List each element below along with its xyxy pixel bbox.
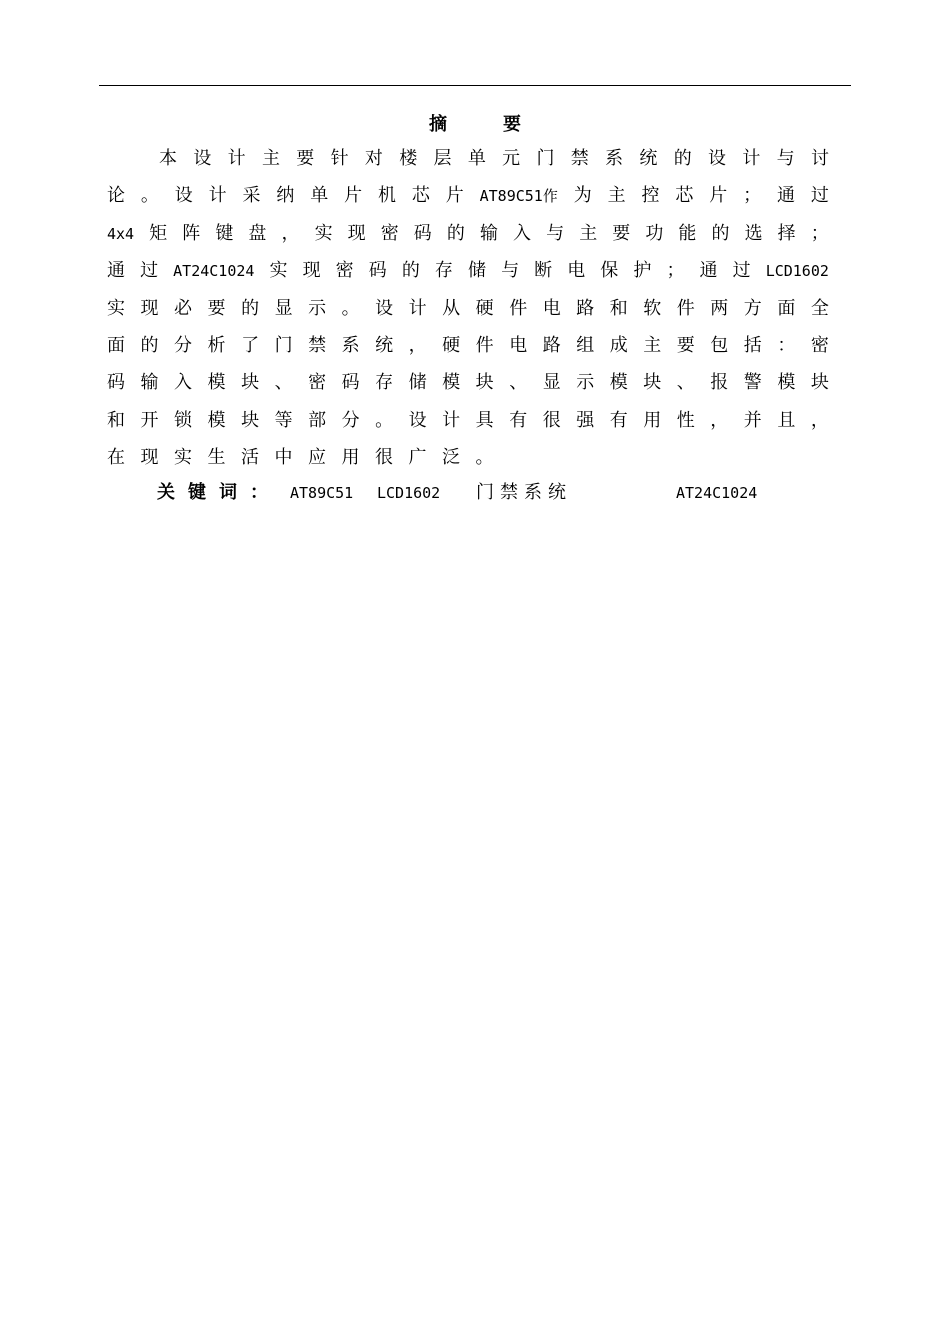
abstract-token: 强 <box>576 409 595 431</box>
abstract-token: 主 <box>261 148 280 169</box>
abstract-token: 断 <box>534 260 553 282</box>
abstract-token: 现 <box>140 297 159 319</box>
abstract-token: ， <box>281 222 300 244</box>
abstract-token: 性 <box>676 409 695 431</box>
abstract-token: 了 <box>241 334 260 356</box>
abstract-token: 示 <box>576 372 595 394</box>
abstract-token: 、 <box>509 372 528 394</box>
abstract-token: 实 <box>107 297 125 319</box>
abstract-token: 面 <box>777 297 796 319</box>
abstract-token: 码 <box>107 372 125 394</box>
abstract-token: 密 <box>380 222 399 244</box>
abstract-token: 的 <box>140 334 159 356</box>
abstract-token: 活 <box>241 447 259 469</box>
abstract-token: 码 <box>413 222 432 244</box>
abstract-token: 输 <box>140 372 159 394</box>
abstract-token: 能 <box>678 222 697 244</box>
abstract-token: 实 <box>314 222 333 244</box>
abstract-token: 键 <box>215 222 234 244</box>
abstract-token: 过 <box>732 260 751 282</box>
abstract-token: 统 <box>639 148 658 169</box>
abstract-token: 块 <box>810 372 829 394</box>
abstract-token: 入 <box>513 222 532 244</box>
abstract-token: 芯 <box>675 185 694 207</box>
abstract-token: 分 <box>341 409 360 431</box>
abstract-token: 单 <box>310 185 329 207</box>
abstract-token: 现 <box>302 260 321 282</box>
abstract-token: 括 <box>743 334 762 356</box>
abstract-token: 片 <box>445 185 464 207</box>
abstract-token: 软 <box>643 297 662 319</box>
abstract-token: 块 <box>241 372 260 394</box>
abstract-token: 矩 <box>149 222 168 244</box>
abstract-token: 设 <box>708 148 726 169</box>
abstract-token: 广 <box>408 447 427 469</box>
abstract-token: ， <box>810 409 829 431</box>
abstract-token: 泛 <box>442 447 460 469</box>
abstract-token: 块 <box>241 409 260 431</box>
abstract-token: 择 <box>777 222 796 244</box>
abstract-token: 块 <box>475 372 494 394</box>
header-rule <box>99 85 851 86</box>
abstract-token: 对 <box>364 148 383 169</box>
abstract-token: 为 <box>573 185 592 207</box>
abstract-line <box>107 334 829 371</box>
abstract-token: 楼 <box>399 148 418 169</box>
abstract-token: 护 <box>633 260 652 282</box>
abstract-token: 计 <box>742 148 761 169</box>
abstract-token: 用 <box>341 447 360 469</box>
abstract-token: 选 <box>744 222 763 244</box>
keyword-item: AT89C51 <box>290 484 354 502</box>
abstract-token: 单 <box>467 148 486 169</box>
abstract-token: 有 <box>509 409 528 431</box>
abstract-token: 析 <box>207 334 226 356</box>
abstract-token: 片 <box>709 185 728 207</box>
abstract-token: 锁 <box>174 409 193 431</box>
abstract-token: 片 <box>344 185 363 207</box>
abstract-token: 中 <box>274 447 293 469</box>
abstract-token: LCD1602 <box>765 262 829 281</box>
abstract-token: 设 <box>375 297 394 319</box>
abstract-token: 讨 <box>810 148 829 169</box>
abstract-token: ； <box>743 185 762 207</box>
abstract-token: 件 <box>676 297 695 319</box>
abstract-token: 输 <box>479 222 498 244</box>
abstract-token: 模 <box>609 372 628 394</box>
abstract-token: 电 <box>567 260 586 282</box>
keyword-item: 门禁系统 <box>476 482 572 503</box>
abstract-token: 用 <box>643 409 662 431</box>
abstract-token: 针 <box>330 148 349 169</box>
abstract-token: 两 <box>710 297 729 319</box>
abstract-token: 本 <box>159 148 177 169</box>
abstract-token: 、 <box>676 372 695 394</box>
abstract-token: 。 <box>475 447 494 469</box>
abstract-token: 主 <box>579 222 598 244</box>
abstract-token: 组 <box>576 334 595 356</box>
abstract-token: ； <box>666 260 685 282</box>
abstract-token: 分 <box>174 334 193 356</box>
abstract-token: 。 <box>375 409 394 431</box>
abstract-token: 包 <box>710 334 729 356</box>
abstract-token: 电 <box>509 334 528 356</box>
abstract-token: 件 <box>475 334 494 356</box>
abstract-token: 与 <box>501 260 520 282</box>
abstract-token: 部 <box>308 409 327 431</box>
abstract-token: 、 <box>274 372 293 394</box>
abstract-token: 系 <box>341 334 360 356</box>
abstract-token: 成 <box>609 334 628 356</box>
abstract-token: 路 <box>542 334 561 356</box>
abstract-token: 统 <box>375 334 394 356</box>
abstract-token: 开 <box>140 409 159 431</box>
abstract-token: 纳 <box>276 185 295 207</box>
abstract-token: 从 <box>442 297 461 319</box>
abstract-token: 存 <box>434 260 453 282</box>
abstract-token: 存 <box>375 372 394 394</box>
abstract-token: 有 <box>609 409 628 431</box>
abstract-token: 禁 <box>570 148 589 169</box>
abstract-token: 必 <box>174 297 193 319</box>
abstract-token: 报 <box>710 372 729 394</box>
abstract-token: 要 <box>296 148 315 169</box>
abstract-token: 层 <box>433 148 452 169</box>
abstract-token: 全 <box>810 297 829 319</box>
abstract-token: 与 <box>546 222 565 244</box>
keyword-item: AT24C1024 <box>676 484 758 502</box>
abstract-token: 电 <box>542 297 561 319</box>
abstract-token: 主 <box>643 334 662 356</box>
abstract-token: 具 <box>475 409 494 431</box>
abstract-line <box>107 409 829 446</box>
abstract-token: AT89C51作 <box>479 187 558 206</box>
abstract-token: 密 <box>810 334 829 356</box>
abstract-token: ， <box>408 334 427 356</box>
abstract-token: 过 <box>810 185 829 207</box>
abstract-token: AT24C1024 <box>173 262 255 281</box>
abstract-line <box>107 184 829 221</box>
abstract-token: 的 <box>241 297 260 319</box>
abstract-token: 计 <box>227 148 246 169</box>
abstract-token: 储 <box>467 260 486 282</box>
abstract-token: 的 <box>401 260 420 282</box>
abstract-token: 码 <box>368 260 387 282</box>
abstract-token: 和 <box>107 409 125 431</box>
abstract-token: 控 <box>641 185 660 207</box>
keywords-line <box>157 481 758 505</box>
abstract-token: 通 <box>776 185 795 207</box>
abstract-token: 硬 <box>475 297 494 319</box>
abstract-token: 块 <box>643 372 662 394</box>
abstract-token: 并 <box>743 409 762 431</box>
abstract-token: 和 <box>609 297 628 319</box>
abstract-token: 的 <box>446 222 465 244</box>
abstract-token: 与 <box>776 148 795 169</box>
abstract-line <box>107 297 829 334</box>
abstract-token: 元 <box>502 148 521 169</box>
abstract-token: 模 <box>442 372 461 394</box>
abstract-token: 阵 <box>182 222 201 244</box>
abstract-token: 机 <box>378 185 396 207</box>
abstract-token: 显 <box>542 372 561 394</box>
abstract-token: 实 <box>269 260 288 282</box>
abstract-token: 设 <box>193 148 212 169</box>
abstract-token: 且 <box>777 409 796 431</box>
abstract-token: 密 <box>335 260 354 282</box>
abstract-token: 门 <box>274 334 293 356</box>
abstract-token: 件 <box>509 297 528 319</box>
abstract-token: 码 <box>341 372 360 394</box>
abstract-token: 计 <box>408 297 427 319</box>
abstract-token: ； <box>810 222 829 244</box>
abstract-token: 储 <box>408 372 427 394</box>
abstract-token: 功 <box>645 222 664 244</box>
abstract-token: 实 <box>174 447 192 469</box>
abstract-token: 系 <box>605 148 624 169</box>
abstract-token: 的 <box>673 148 692 169</box>
abstract-token: 方 <box>743 297 762 319</box>
abstract-token: 要 <box>676 334 695 356</box>
abstract-token: 密 <box>308 372 327 394</box>
abstract-token: 采 <box>242 185 261 207</box>
abstract-token: 要 <box>612 222 631 244</box>
abstract-token: 面 <box>107 334 125 356</box>
abstract-token: 。 <box>140 185 159 207</box>
abstract-line <box>107 147 829 184</box>
abstract-token: 通 <box>699 260 718 282</box>
abstract-token: 盘 <box>248 222 267 244</box>
abstract-token: 硬 <box>442 334 461 356</box>
abstract-token: 在 <box>107 447 125 469</box>
abstract-token: 警 <box>743 372 762 394</box>
abstract-token: 模 <box>777 372 796 394</box>
abstract-token: 要 <box>207 297 226 319</box>
abstract-token: 很 <box>542 409 561 431</box>
abstract-token: 很 <box>375 447 393 469</box>
keywords-label: 关键词： <box>157 482 281 503</box>
abstract-token: 的 <box>711 222 730 244</box>
abstract-token: 门 <box>536 148 555 169</box>
abstract-token: 生 <box>207 447 226 469</box>
abstract-body <box>107 147 829 484</box>
abstract-token: 芯 <box>411 185 430 207</box>
abstract-token: 论 <box>107 185 125 207</box>
abstract-token: 现 <box>140 447 159 469</box>
abstract-line <box>107 446 829 483</box>
abstract-token: 4x4 <box>107 224 135 243</box>
abstract-token: 入 <box>174 372 193 394</box>
abstract-token: 禁 <box>308 334 327 356</box>
abstract-token: 。 <box>341 297 360 319</box>
abstract-token: 过 <box>140 260 159 282</box>
abstract-token: 保 <box>600 260 619 282</box>
abstract-token: ， <box>710 409 729 431</box>
abstract-token: 通 <box>107 260 125 282</box>
abstract-title: 摘要 <box>429 114 577 135</box>
abstract-line <box>107 222 829 259</box>
abstract-token: 模 <box>207 409 226 431</box>
abstract-token: 计 <box>442 409 461 431</box>
abstract-token: 计 <box>208 185 227 207</box>
abstract-token: 模 <box>207 372 226 394</box>
abstract-token: 路 <box>576 297 595 319</box>
abstract-token: 设 <box>408 409 427 431</box>
abstract-token: 示 <box>308 297 327 319</box>
abstract-token: 应 <box>308 447 326 469</box>
abstract-token: 现 <box>347 222 366 244</box>
abstract-token: ： <box>777 334 796 356</box>
abstract-line <box>107 371 829 408</box>
abstract-token: 主 <box>607 185 626 207</box>
keyword-item: LCD1602 <box>377 484 441 502</box>
abstract-token: 显 <box>274 297 293 319</box>
abstract-token: 设 <box>174 185 193 207</box>
abstract-token: 等 <box>274 409 293 431</box>
abstract-line <box>107 259 829 296</box>
